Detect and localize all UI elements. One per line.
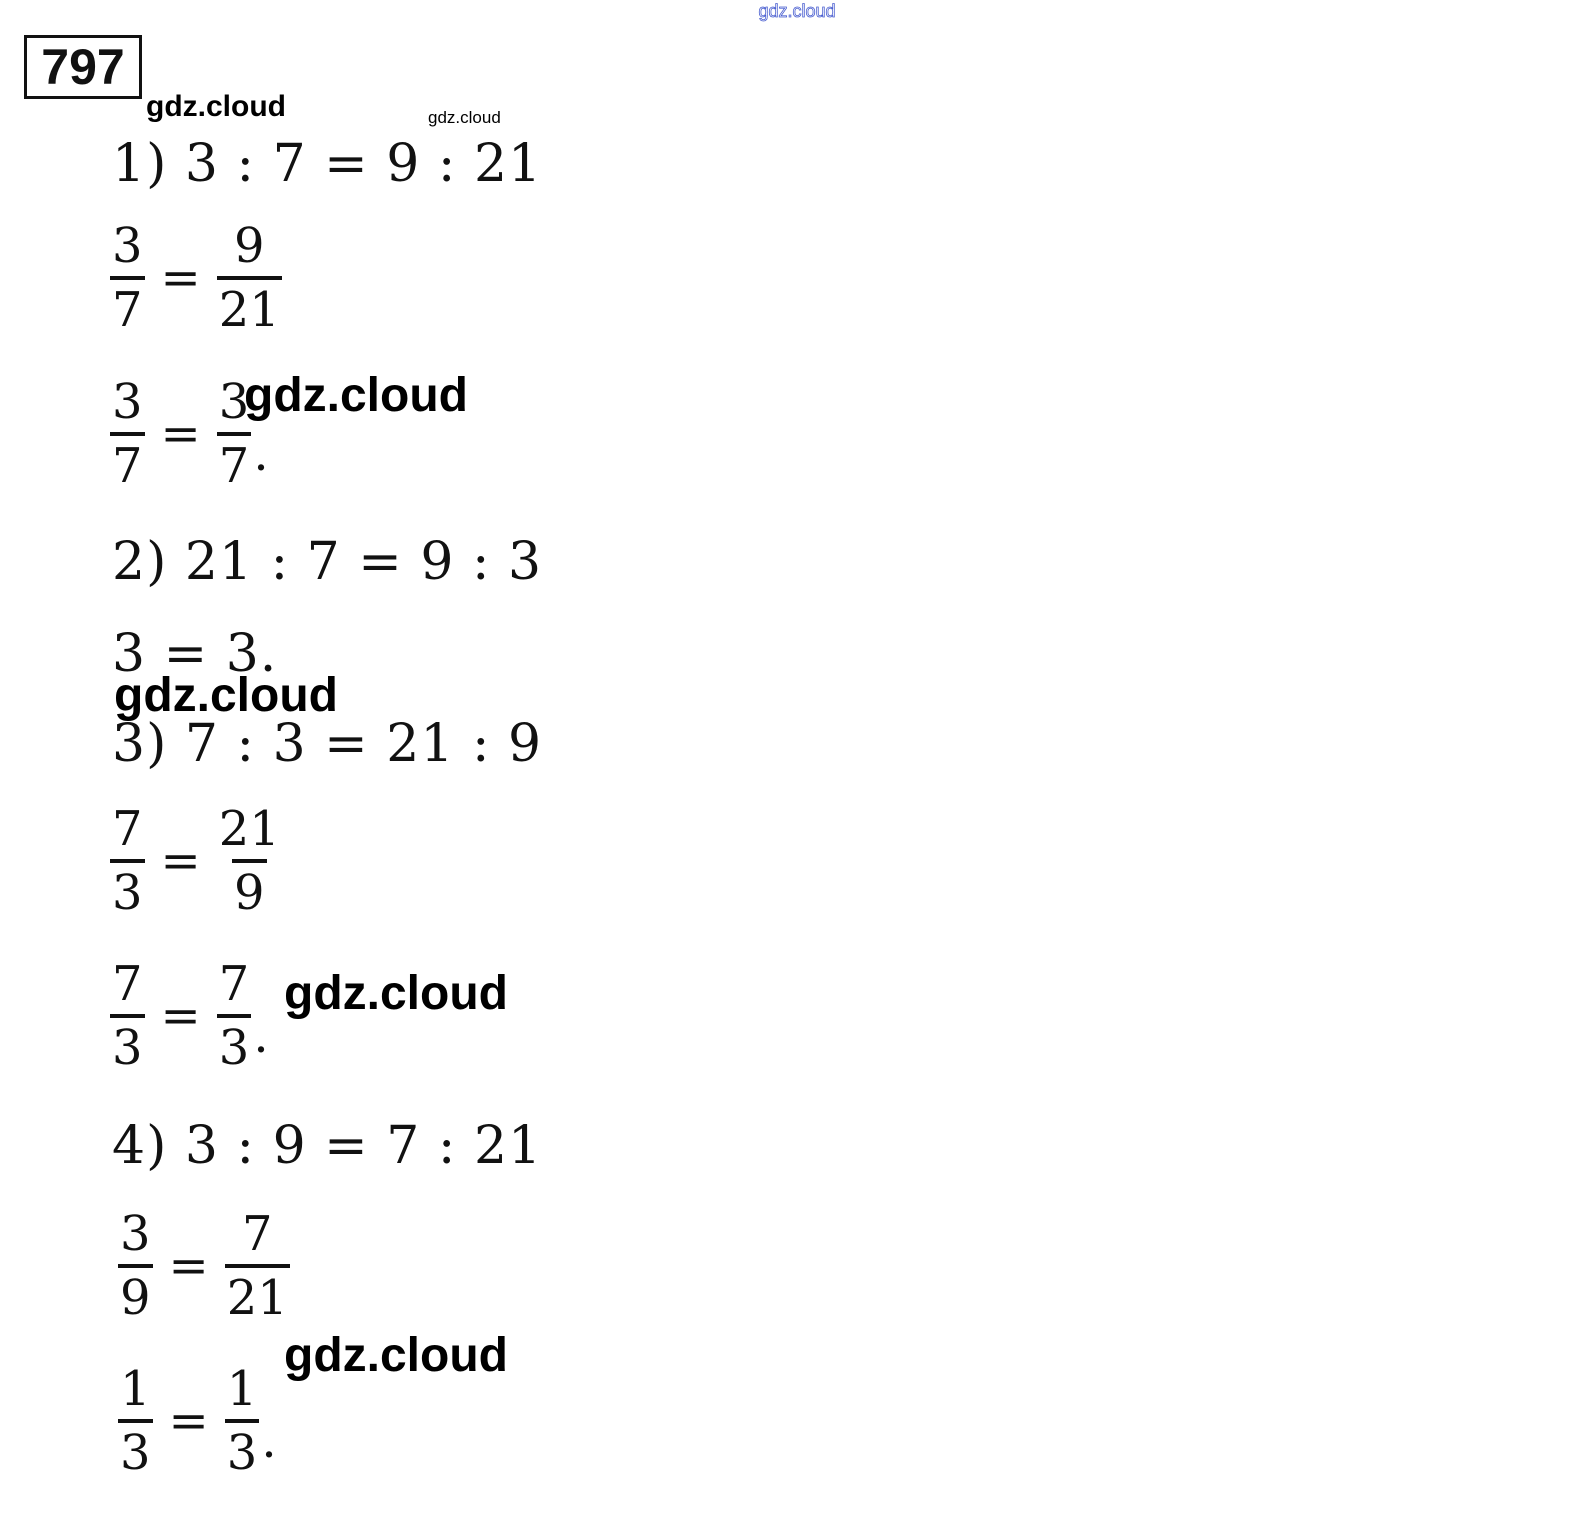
fraction — [225, 1206, 290, 1326]
part-3-fraction-equation-2 — [110, 956, 269, 1076]
numerator: 7 — [218, 956, 250, 1012]
watermark: gdz.cloud — [114, 669, 338, 722]
fraction — [110, 374, 145, 494]
denominator: 9 — [118, 1264, 153, 1322]
part-3-equation: 3) 7 : 3 = 21 : 9 — [112, 714, 543, 774]
equals-sign: = — [160, 988, 201, 1044]
numerator: 3 — [112, 374, 143, 430]
equals-sign: = — [168, 1393, 209, 1449]
denominator: 3 — [225, 1419, 260, 1477]
watermark: gdz.cloud — [284, 967, 508, 1020]
fraction — [217, 218, 282, 338]
fraction — [118, 1206, 153, 1326]
numerator: 3 — [120, 1206, 151, 1262]
part-1-fraction-equation-1 — [110, 218, 282, 338]
numerator: 3 — [218, 374, 250, 430]
denominator: 7 — [110, 432, 145, 490]
denominator: 3 — [118, 1419, 153, 1477]
numerator: 21 — [218, 801, 280, 857]
denominator: 7 — [217, 432, 252, 490]
denominator: 3 — [217, 1014, 252, 1072]
fraction — [110, 801, 145, 921]
problem-number-box — [24, 35, 142, 99]
part-4-fraction-equation-1 — [118, 1206, 290, 1326]
watermark: gdz.cloud — [244, 369, 468, 422]
denominator: 3 — [110, 859, 145, 917]
numerator: 7 — [112, 956, 143, 1012]
equals-sign: = — [160, 250, 201, 306]
fraction — [110, 218, 145, 338]
problem-number: 797 — [41, 39, 125, 95]
fraction — [217, 801, 282, 921]
denominator: 9 — [232, 859, 267, 917]
numerator: 7 — [112, 801, 143, 857]
watermark: gdz.cloud — [428, 108, 501, 127]
numerator: 9 — [234, 218, 265, 274]
equals-sign: = — [160, 833, 201, 889]
part-4-equation: 4) 3 : 9 = 7 : 21 — [112, 1116, 543, 1176]
numerator: 1 — [120, 1361, 151, 1417]
part-2-result: 3 = 3. — [112, 624, 278, 684]
denominator: 21 — [217, 276, 282, 334]
numerator: 1 — [226, 1361, 258, 1417]
numerator: 3 — [112, 218, 143, 274]
fraction — [118, 1361, 153, 1481]
part-4-fraction-equation-2 — [118, 1361, 277, 1481]
watermark: gdz.cloud — [284, 1329, 508, 1382]
equals-sign: = — [160, 406, 201, 462]
part-2-equation: 2) 21 : 7 = 9 : 3 — [112, 532, 543, 592]
period: . — [261, 1413, 277, 1469]
watermark: gdz.cloud — [146, 90, 286, 123]
period: . — [253, 1008, 269, 1064]
part-3-fraction-equation-1 — [110, 801, 282, 921]
fraction — [110, 956, 145, 1076]
period: . — [253, 426, 269, 482]
fraction — [225, 1361, 260, 1481]
watermark-top: gdz.cloud — [758, 1, 836, 21]
denominator: 21 — [225, 1264, 290, 1322]
denominator: 3 — [110, 1014, 145, 1072]
part-1-equation: 1) 3 : 7 = 9 : 21 — [112, 134, 543, 194]
fraction — [217, 956, 252, 1076]
numerator: 7 — [242, 1206, 273, 1262]
equals-sign: = — [168, 1238, 209, 1294]
denominator: 7 — [110, 276, 145, 334]
